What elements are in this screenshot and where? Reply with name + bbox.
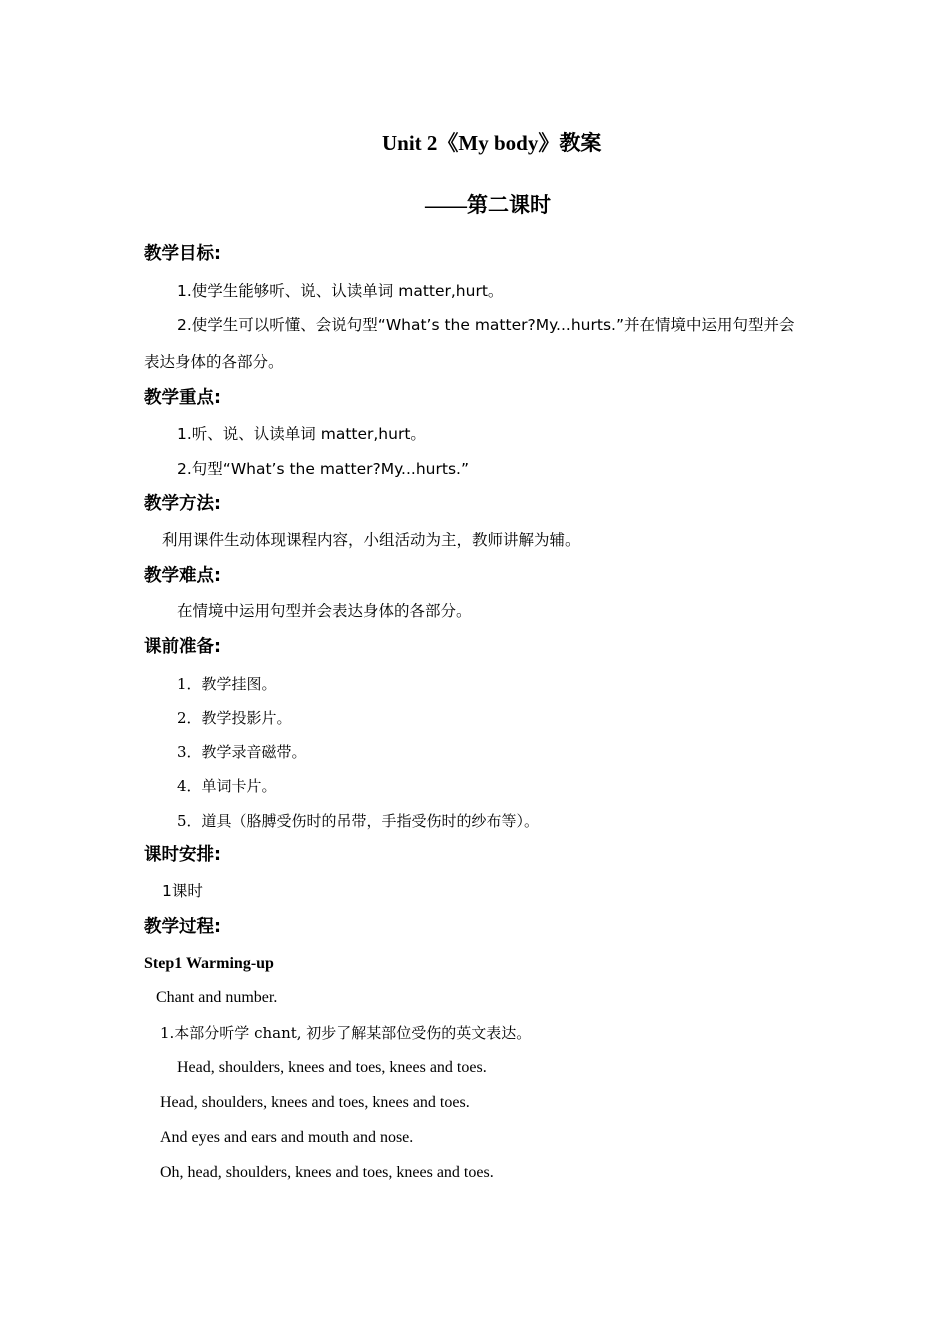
objectives-heading: 教学目标: bbox=[144, 244, 221, 264]
methods-heading: 教学方法: bbox=[144, 494, 221, 514]
chant-line: Head, shoulders, knees and toes, knees and toes. bbox=[160, 1094, 470, 1111]
preparation-item: 3．教学录音磁带。 bbox=[177, 743, 307, 761]
schedule-heading: 课时安排: bbox=[144, 845, 221, 865]
document-title: Unit 2《My body》教案 bbox=[382, 131, 602, 155]
step1-note: 1.本部分听学 chant, 初步了解某部位受伤的英文表达。 bbox=[160, 1024, 532, 1042]
preparation-item: 1．教学挂图。 bbox=[177, 675, 277, 693]
objective-item: 1.使学生能够听、说、认读单词 matter,hurt。 bbox=[177, 282, 504, 300]
chant-line: And eyes and ears and mouth and nose. bbox=[160, 1129, 414, 1146]
step1-title: Step1 Warming-up bbox=[144, 955, 274, 972]
key-point-item: 2.句型“What’s the matter?My...hurts.” bbox=[177, 460, 469, 478]
key-points-heading: 教学重点: bbox=[144, 388, 221, 408]
key-point-item: 1.听、说、认读单词 matter,hurt。 bbox=[177, 425, 426, 443]
process-heading: 教学过程: bbox=[144, 917, 221, 937]
chant-line: Head, shoulders, knees and toes, knees and toes. bbox=[177, 1059, 487, 1076]
step1-intro: Chant and number. bbox=[156, 989, 278, 1006]
methods-text: 利用课件生动体现课程内容，小组活动为主，教师讲解为辅。 bbox=[162, 531, 581, 549]
difficulties-text: 在情境中运用句型并会表达身体的各部分。 bbox=[177, 602, 472, 620]
preparation-item: 5．道具（胳膊受伤时的吊带，手指受伤时的纱布等）。 bbox=[177, 812, 540, 830]
chant-line: Oh, head, shoulders, knees and toes, knees and toes. bbox=[160, 1164, 494, 1181]
preparation-item: 2．教学投影片。 bbox=[177, 709, 292, 727]
preparation-item: 4．单词卡片。 bbox=[177, 777, 277, 795]
schedule-text: 1课时 bbox=[162, 882, 203, 900]
document-subtitle: ——第二课时 bbox=[425, 193, 551, 217]
difficulties-heading: 教学难点: bbox=[144, 566, 221, 586]
preparation-heading: 课前准备: bbox=[144, 637, 221, 657]
objective-item: 2.使学生可以听懂、会说句型“What’s the matter?My...hurts.”并在情境中运用句型并会 bbox=[177, 316, 795, 334]
objective-item-continuation: 表达身体的各部分。 bbox=[144, 353, 284, 371]
